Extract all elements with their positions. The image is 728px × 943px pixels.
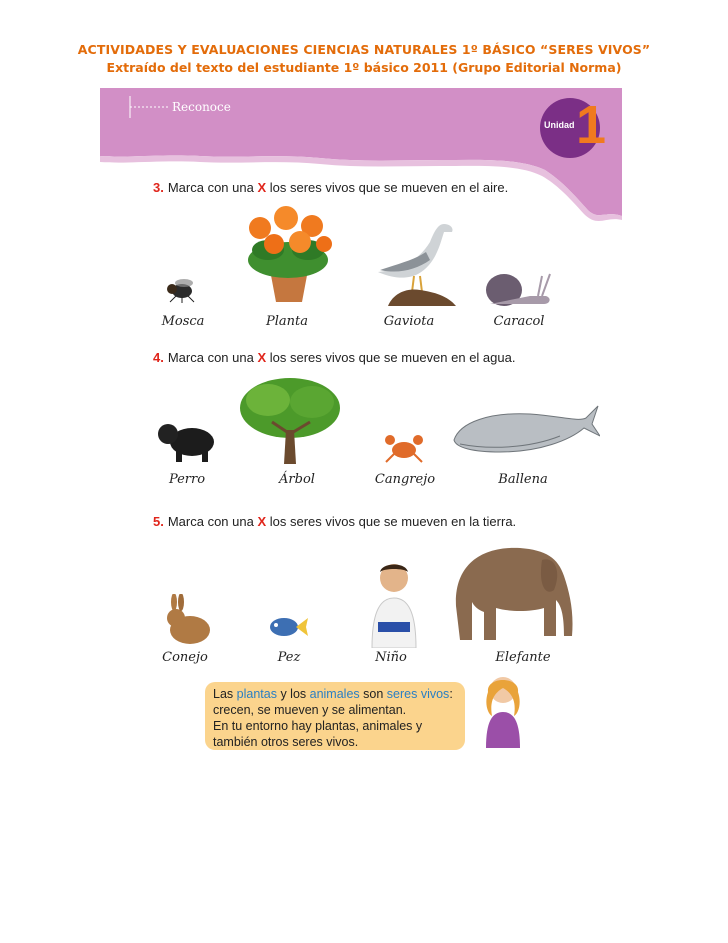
unit-label: Unidad (544, 120, 575, 130)
question-text-end: los seres vivos que se mueven en el aire. (269, 180, 509, 195)
question-number: 3. (153, 180, 164, 195)
info-box (205, 682, 465, 750)
question-text: Marca con una (167, 180, 254, 195)
label-perro: Perro (168, 472, 206, 487)
plant-picture (238, 200, 338, 306)
question-number: 5. (153, 514, 164, 529)
elephant-picture (450, 536, 586, 646)
page-subtitle: Extraído del texto del estudiante 1º básico 2011 (Grupo Editorial Norma) (106, 60, 622, 75)
boy-picture (364, 560, 424, 648)
info-highlight-plantas: plantas (236, 687, 277, 701)
label-pez: Pez (277, 650, 301, 665)
label-mosca: Mosca (161, 314, 205, 329)
label-nino: Niño (375, 650, 407, 665)
info-line-3: En tu entorno hay plantas, animales y (213, 719, 423, 733)
question-text: Marca con una (167, 350, 254, 365)
dog-picture (156, 418, 220, 464)
question-number: 4. (153, 350, 164, 365)
question-text: Marca con una (167, 514, 254, 529)
rabbit-picture (162, 594, 214, 646)
info-colon: : (449, 687, 453, 701)
tree-picture (238, 374, 342, 466)
label-planta: Planta (265, 314, 308, 329)
worksheet-page (100, 88, 622, 758)
page-title: ACTIVIDADES Y EVALUACIONES CIENCIAS NATURALES 1º BÁSICO “SERES VIVOS” (77, 42, 651, 57)
label-gaviota: Gaviota (383, 314, 435, 329)
gull-picture (368, 212, 458, 306)
label-ballena: Ballena (498, 472, 548, 487)
question-5 (153, 514, 516, 529)
section-label: Reconoce (172, 100, 231, 114)
info-word: y los (280, 687, 307, 701)
info-line-2: crecen, se mueven y se alimentan. (213, 703, 407, 717)
unit-number: 1 (576, 95, 607, 155)
info-line-1 (213, 686, 457, 702)
crab-picture (384, 432, 424, 464)
info-word: Las (213, 687, 234, 701)
info-highlight-seres-vivos: seres vivos (386, 687, 450, 701)
girl-picture (478, 674, 528, 748)
x-mark: X (257, 180, 267, 195)
label-elefante: Elefante (495, 650, 551, 665)
label-arbol: Árbol (279, 472, 315, 487)
label-caracol: Caracol (493, 314, 545, 329)
x-mark: X (257, 514, 267, 529)
label-cangrejo: Cangrejo (374, 472, 436, 487)
info-highlight-animales: animales (309, 687, 360, 701)
question-text-end: los seres vivos que se mueven en la tierra. (269, 514, 517, 529)
info-word: son (363, 687, 384, 701)
question-text-end: los seres vivos que se mueven en el agua. (269, 350, 516, 365)
snail-picture (480, 268, 560, 308)
whale-picture (450, 400, 600, 460)
fish-picture (268, 614, 308, 640)
x-mark: X (257, 350, 267, 365)
question-4 (153, 350, 515, 365)
question-3 (153, 180, 508, 195)
fly-picture (162, 274, 202, 304)
info-line-4: también otros seres vivos. (213, 735, 359, 749)
label-conejo: Conejo (162, 650, 208, 665)
